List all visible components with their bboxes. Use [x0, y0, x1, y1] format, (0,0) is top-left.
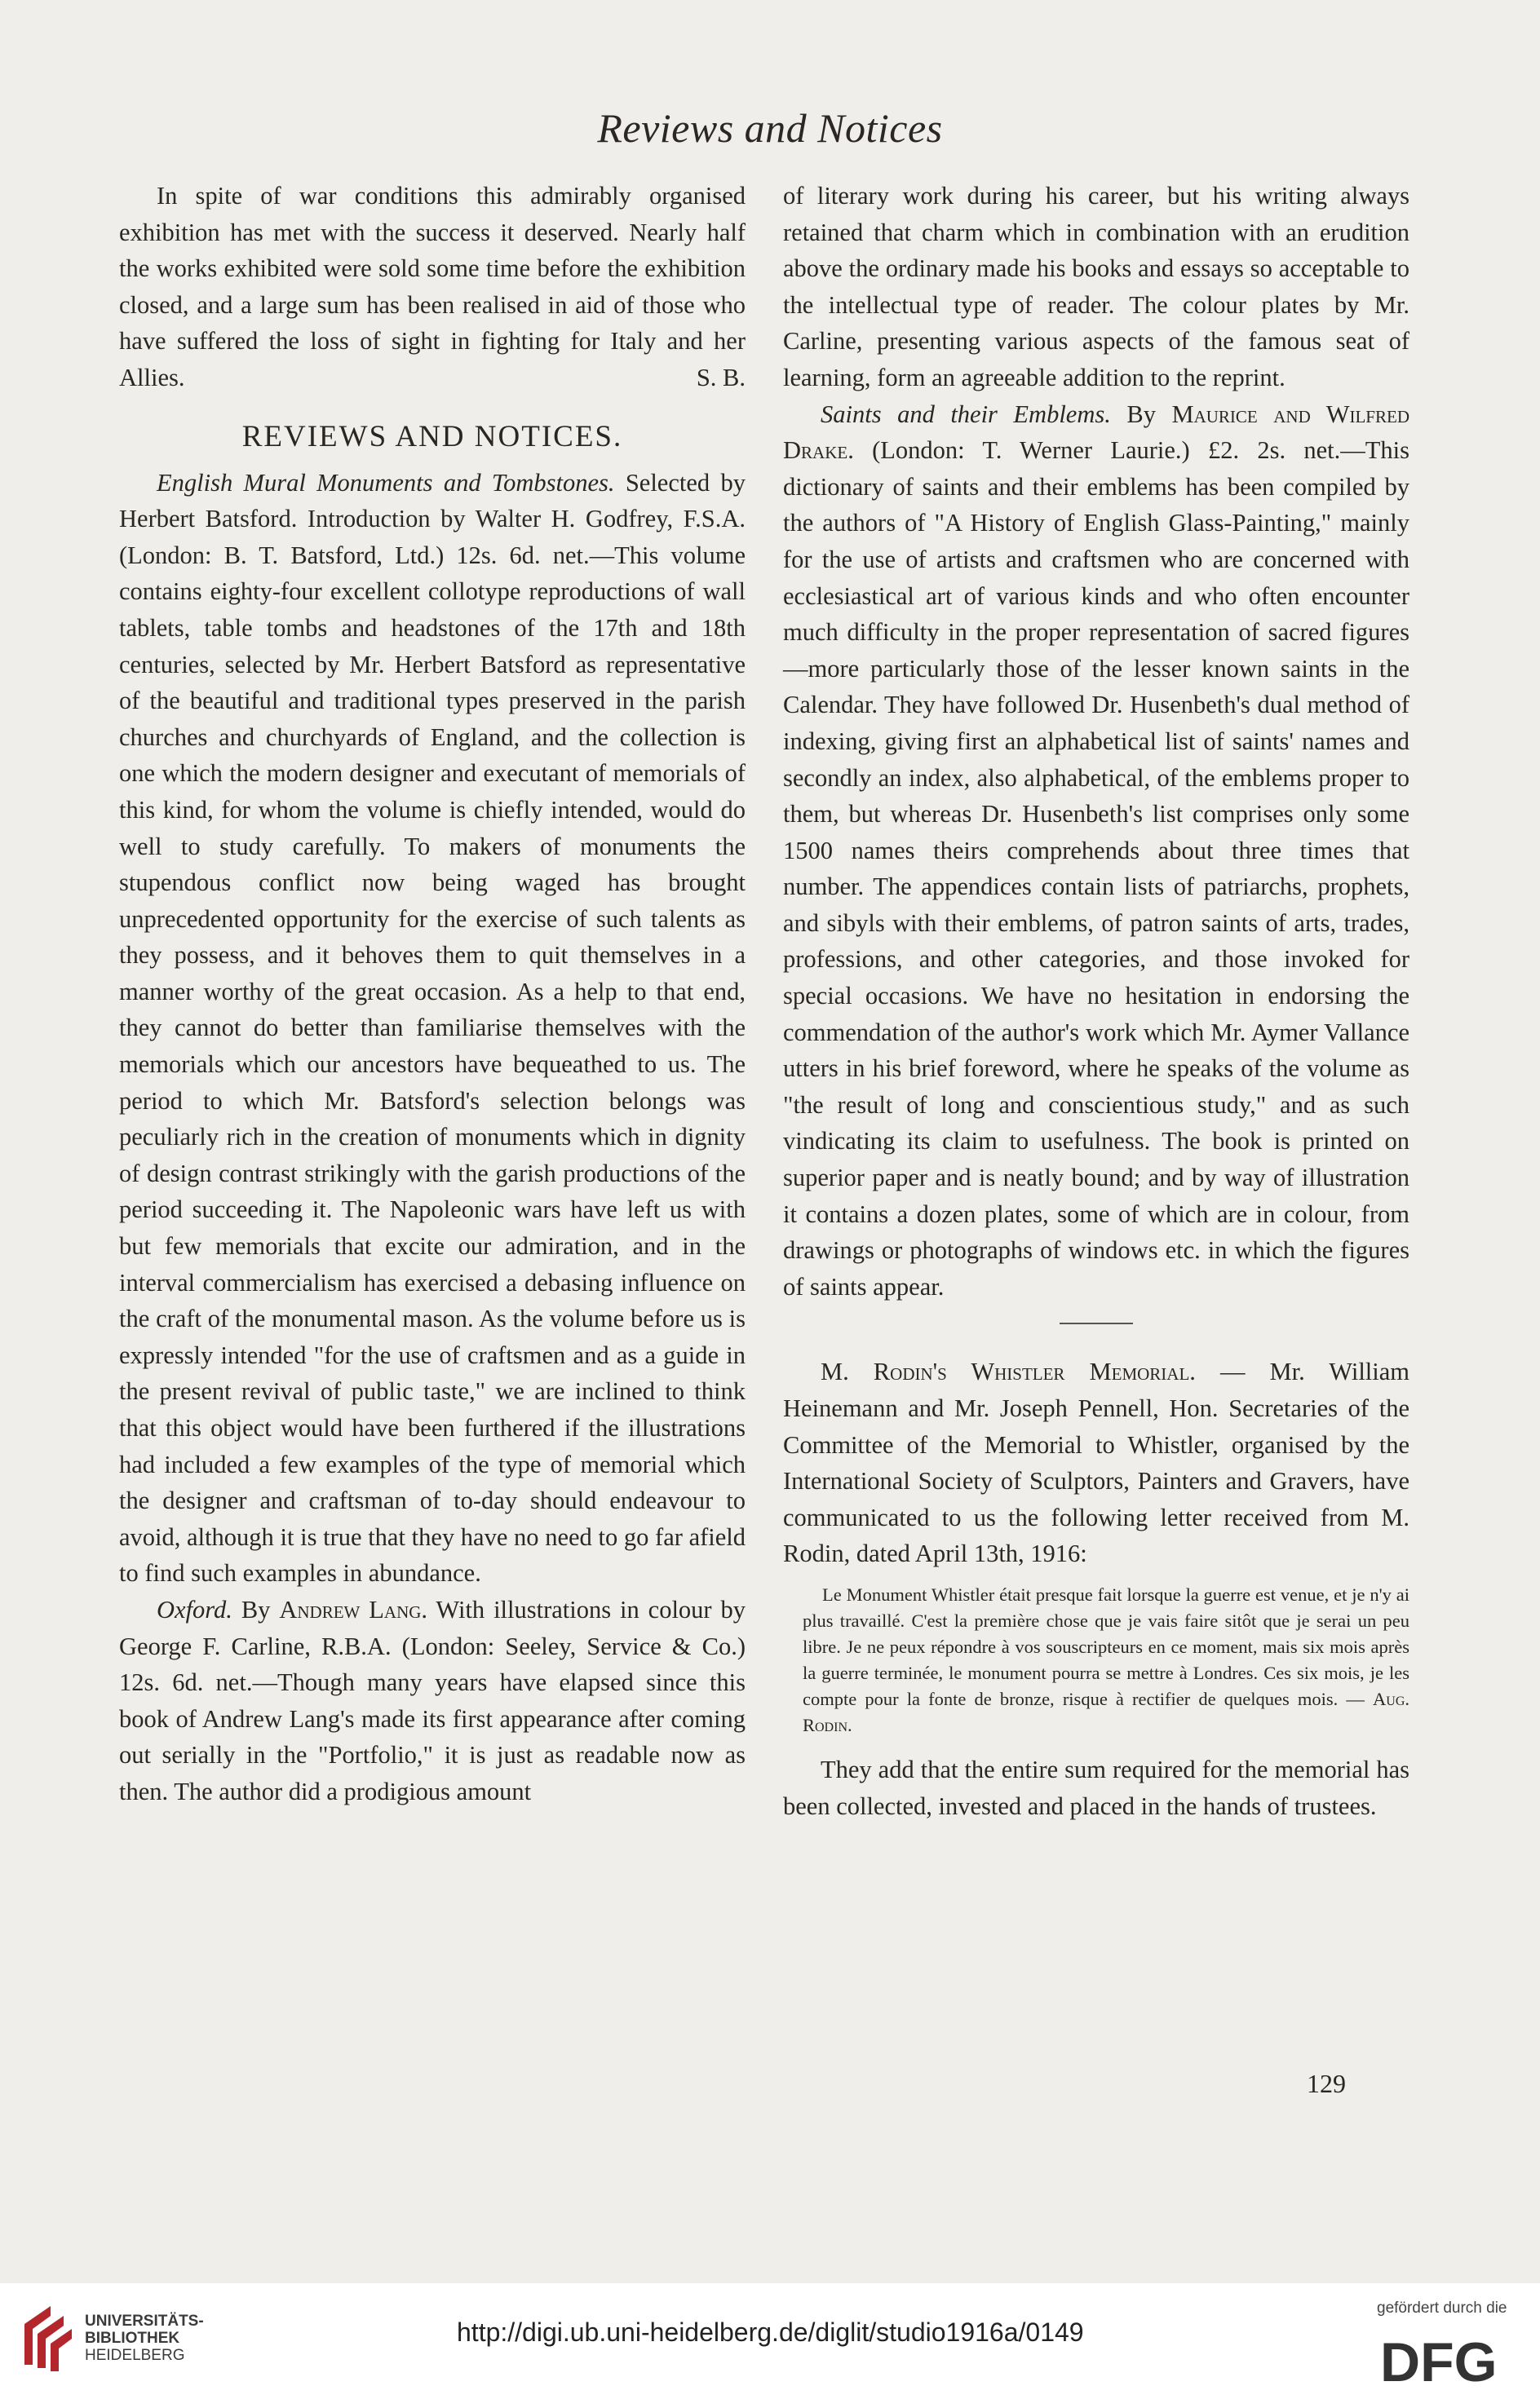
left-column [119, 178, 746, 1810]
footer-bar [0, 2283, 1540, 2408]
notice-rodin-whistler [783, 1354, 1409, 1572]
review-title: Oxford. [157, 1595, 232, 1624]
review-author: Maurice and Wilfred Drake [783, 400, 1409, 465]
sponsor-caption: gefördert durch die [1377, 2300, 1507, 2317]
review-body: . With illustrations in colour by George F. Carline, R.B.A. (London: Seeley, Service & Co.) 12s. 6d. net.—Though many years have elapsed since this book of Andrew Lang's made its first appearance after coming out serially in the "Portfolio," it is just as readable now as then. The author did a prodigious amount [119, 1595, 746, 1805]
signature-initials: S. B. [696, 363, 746, 391]
review-mural-monuments [119, 465, 746, 1592]
review-author: Andrew Lang [279, 1595, 422, 1624]
paragraph-closing: They add that the entire sum required for the memorial has been collected, invested and placed in the hands of trustees. [783, 1755, 1409, 1820]
page-header: Reviews and Notices [597, 105, 943, 151]
review-title: Saints and their Emblems. [821, 400, 1111, 428]
section-divider [1060, 1323, 1133, 1324]
university-logo-icon [18, 2300, 77, 2375]
paragraph-exhibition: In spite of war conditions this admirably organised exhibition has met with the success it deserved. Nearly half the works exhibited were sold some time before the exhibition closed, and a large sum has been realised in aid of those who have suffered the loss of sight in fighting for Italy and her Allies. [119, 182, 746, 391]
page-number: 129 [1307, 2069, 1346, 2098]
right-column [783, 178, 1409, 1824]
quote-signature: Aug. Rodin. [803, 1688, 1409, 1735]
review-oxford: Oxford. By Andrew Lang. With illustrations in colour by George F. Carline, R.B.A. (London: Seeley, Service & Co.) 12s. 6d. net.—Though many years have elapsed since this book of Andrew Lang's made its first appearance after coming out serially in the "Portfolio," it is just as readable now as then. The author did a prodigious amount [119, 1595, 746, 1805]
review-body: Selected by Herbert Batsford. Introduction by Walter H. Godfrey, F.S.A. (London: B. T. Batsford, Ltd.) 12s. 6d. net.—This volume contains eighty-four excellent collotype reproductions of wall tablets, table tombs and headstones of the 17th and 18th centuries, selected by Mr. Herbert Batsford as representative of the beautiful and traditional types preserved in the parish churches and churchyards of England, and the collection is one which the modern designer and executant of memorials of this kind, for whom the volume is chiefly intended, would do well to study carefully. To makers of monuments the stupendous conflict now being waged has brought unprecedented opportunity for the exercise of such talents as they possess, and it behoves them to quit themselves in a manner worthy of the great occasion. As a help to that end, they cannot do better than familiarise themselves with the memorials which our ancestors have bequeathed to us. The period to which Mr. Batsford's selection belongs was peculiarly rich in the creation of monuments which in dignity of design contrast strikingly with the garish productions of the period succeeding it. The Napoleonic wars have left us with but few memorials that excite our admiration, and in the interval commercialism has exercised a debasing influence on the craft of the monumental mason. As the volume before us is expressly intended "for the use of craftsmen and as a guide in the present revival of public taste," we are inclined to think that this object would have been furthered if the illustrations had included a few examples of the type of memorial which the designer and craftsman of to-day should endeavour to avoid, although it is true that they have no need to go far afield to find such examples in abundance. [119, 468, 746, 1588]
review-body: . (London: T. Werner Laurie.) £2. 2s. net.—This dictionary of saints and their emblems has been compiled by the authors of "A History of English Glass-Painting," mainly for the use of artists and craftsmen who are concerned with ecclesiastical art of various kinds and who often encounter much difficulty in the proper representation of sacred figures—more particularly those of the lesser known saints in the Calendar. They have followed Dr. Husenbeth's dual method of indexing, giving first an alphabetical list of saints' names and secondly an index, also alphabetical, of the emblems proper to them, but whereas Dr. Husenbeth's list comprises only some 1500 names theirs comprehends about three times that number. The appendices contain lists of patriarchs, prophets, and sibyls with their emblems, of patron saints of arts, trades, professions, and other categories, and those invoked for special occasions. We have no hesitation in endorsing the commendation of the author's work which Mr. Aymer Vallance utters in his brief foreword, where he speaks of the volume as "the result of long and conscientious study," and as such vindicating its claim to usefulness. The book is printed on superior paper and is neatly bound; and by way of illustration it contains a dozen plates, some of which are in colour, from drawings or photographs of windows etc. in which the figures of saints appear. [783, 436, 1409, 1301]
library-name: UNIVERSITÄTS- BIBLIOTHEK HEIDELBERG [85, 2313, 204, 2364]
review-saints-emblems: Saints and their Emblems. By Maurice and Wilfred Drake. (London: T. Werner Laurie.) £2. 2s. net.—This dictionary of saints and their emblems has been compiled by the authors of "A History of English Glass-Painting," mainly for the use of artists and craftsmen who are concerned with ecclesiastical art of various kinds and who often encounter much difficulty in the proper representation of sacred figures—more particularly those of the lesser known saints in the Calendar. They have followed Dr. Husenbeth's dual method of indexing, giving first an alphabetical list of saints' names and secondly an index, also alphabetical, of the emblems proper to them, but whereas Dr. Husenbeth's list comprises only some 1500 names theirs comprehends about three times that number. The appendices contain lists of patriarchs, prophets, and sibyls with their emblems, of patron saints of arts, trades, professions, and other categories, and those invoked for special occasions. We have no hesitation in endorsing the commendation of the author's work which Mr. Aymer Vallance utters in his brief foreword, where he speaks of the volume as "the result of long and conscientious study," and as such vindicating its claim to usefulness. The book is printed on superior paper and is neatly bound; and by way of illustration it contains a dozen plates, some of which are in colour, from drawings or photographs of windows etc. in which the figures of saints appear. [783, 400, 1409, 1301]
notice-body: — Mr. William Heinemann and Mr. Joseph Pennell, Hon. Secretaries of the Committee of the Memorial to Whistler, organised by the International Society of Sculptors, Painters and Gravers, have communicated to us the following letter received from M. Rodin, dated April 13th, 1916: [783, 1358, 1409, 1568]
source-url-link[interactable]: http://digi.ub.uni-heidelberg.de/diglit/studio1916a/0149 [457, 2317, 1084, 2347]
svg-text:DFG: DFG [1380, 2334, 1498, 2386]
notice-title: M. Rodin's Whistler Memorial. [821, 1358, 1196, 1386]
section-title: REVIEWS AND NOTICES. [241, 419, 623, 453]
dfg-logo-icon [1380, 2334, 1519, 2386]
review-title: English Mural Monuments and Tombstones. [157, 468, 615, 497]
paragraph-continued: of literary work during his career, but his writing always retained that charm which in combination with an erudition above the ordinary made his books and essays so acceptable to the intellectual type of reader. The colour plates by Mr. Carline, presenting various aspects of the famous seat of learning, form an agreeable addition to the reprint. [783, 182, 1409, 391]
rodin-letter-quote: Le Monument Whistler était presque fait lorsque la guerre est venue, et je n'y ai plus travaillé. C'est la première chose que je vais faire sitôt que je serai un peu libre. Je ne peux répondre à vos souscripteurs en ce moment, mais six mois après la guerre terminée, le monument pourra se mettre à Londres. Ces six mois, je les compte pour la fonte de bronze, risque à rectifier de quelques mois. — Aug. Rodin. [803, 1584, 1409, 1735]
